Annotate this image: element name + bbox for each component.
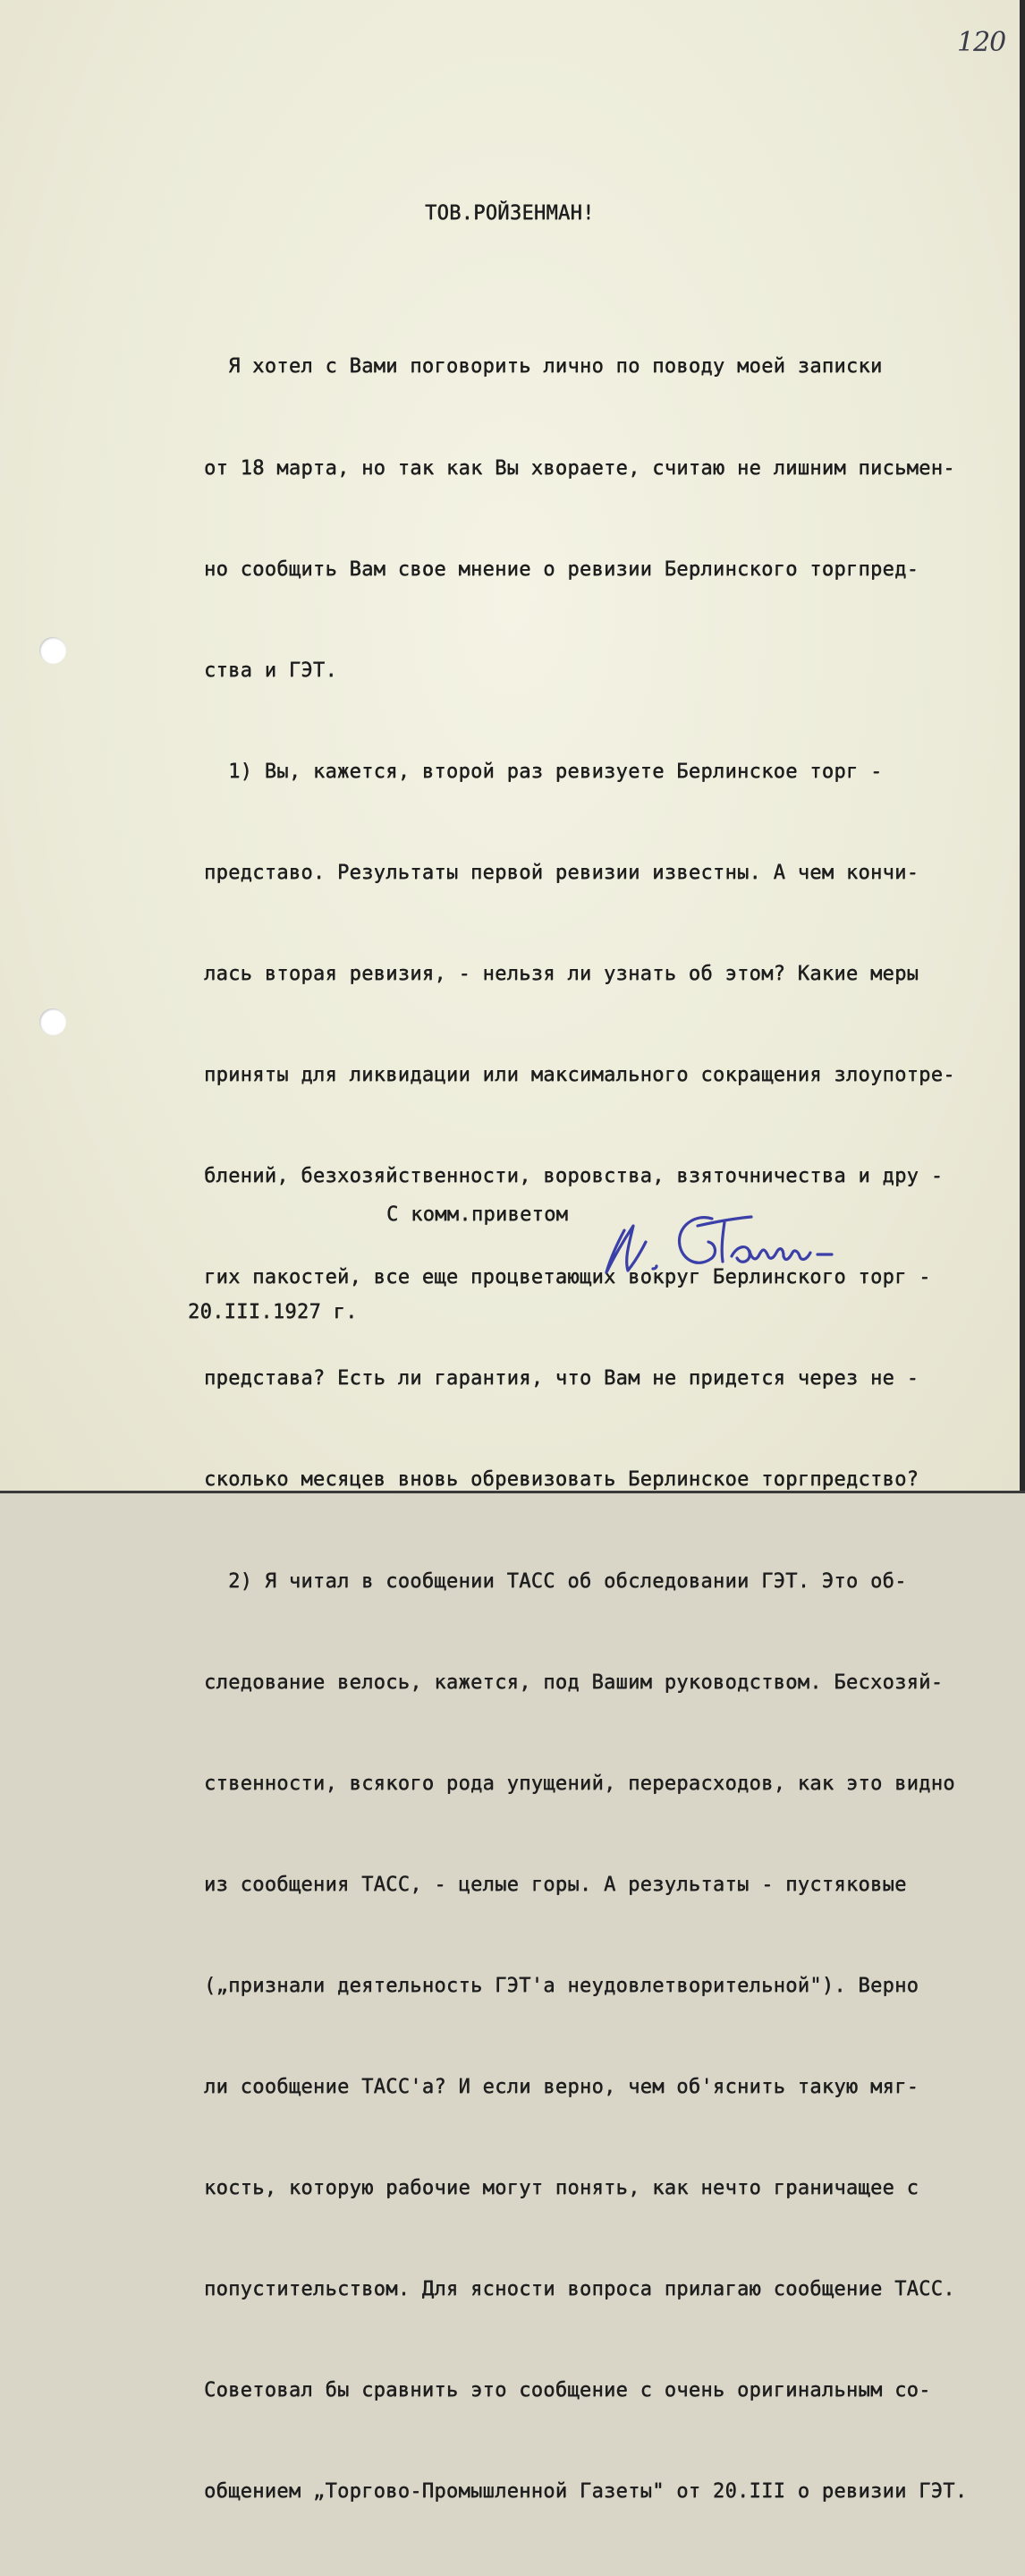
body-line: лась вторая ревизия, - нельзя ли узнать об этом? Какие меры <box>204 962 919 985</box>
body-line: общением „Торгово-Промышленной Газеты" от 20.III о ревизии ГЭТ. <box>204 2480 968 2504</box>
body-line: представо. Результаты первой ревизии известны. А чем кончи- <box>204 861 919 884</box>
body-line: 1) Вы, кажется, второй раз ревизуете Берлинское торг - <box>204 760 883 783</box>
body-line: представа? Есть ли гарантия, что Вам не придется через не - <box>204 1367 919 1390</box>
body-line: сколько месяцев вновь обревизовать Берлинское торгпредство? <box>204 1468 919 1492</box>
closing: С комм.приветом <box>386 1203 569 1226</box>
body-line: ственности, всякого рода упущений, перерасходов, как это видно <box>204 1772 955 1795</box>
signature <box>597 1199 884 1288</box>
signature-stroke <box>606 1226 646 1272</box>
signature-stroke <box>722 1222 724 1262</box>
page-number: 120 <box>957 27 1006 58</box>
body-line: Я хотел с Вами поговорить лично по поводу моей записки <box>204 355 883 378</box>
body-line: ли сообщение ТАСС'а? И если верно, чем об'яснить такую мяг- <box>204 2076 919 2098</box>
body-line: Советовал бы сравнить это сообщение с очень оригинальным со- <box>204 2379 931 2402</box>
salutation: ТОВ.РОЙЗЕНМАН! <box>425 202 595 225</box>
scan-edge <box>0 1491 1025 1493</box>
signature-stroke <box>653 1266 657 1269</box>
letter-body <box>204 283 967 2576</box>
body-line: гих пакостей, все еще процветающих вокруг Берлинского торг - <box>204 1266 931 1289</box>
signature-stroke <box>732 1247 810 1262</box>
body-line: 2) Я читал в сообщении ТАСС об обследовании ГЭТ. Это об- <box>204 1569 907 1593</box>
body-line: кость, которую рабочие могут понять, как нечто граничащее с <box>204 2177 919 2200</box>
body-line: попустительством. Для ясности вопроса прилагаю сообщение ТАСС. <box>204 2278 955 2301</box>
body-line: приняты для ликвидации или максимального сокращения злоупотре- <box>204 1064 955 1087</box>
body-line: но сообщить Вам свое мнение о ревизии Берлинского торгпред- <box>204 557 919 581</box>
body-line: из сообщения ТАСС, - целые горы. А результаты - пустяковые <box>204 1873 907 1896</box>
body-line: блений, безхозяйственности, воровства, взяточничества и дру - <box>204 1165 944 1188</box>
punch-hole <box>39 637 66 664</box>
punch-hole <box>39 1008 66 1035</box>
scan-edge <box>1020 0 1025 1493</box>
date: 20.III.1927 г. <box>188 1301 358 1323</box>
body-line: от 18 марта, но так как Вы хвораете, считаю не лишним письмен- <box>204 456 955 480</box>
body-line: („признали деятельность ГЭТ'а неудовлетворительной"). Верно <box>204 1974 919 1997</box>
body-line: следование велось, кажется, под Вашим руководством. Бесхозяй- <box>204 1671 944 1694</box>
body-line: ства и ГЭТ. <box>204 659 337 682</box>
